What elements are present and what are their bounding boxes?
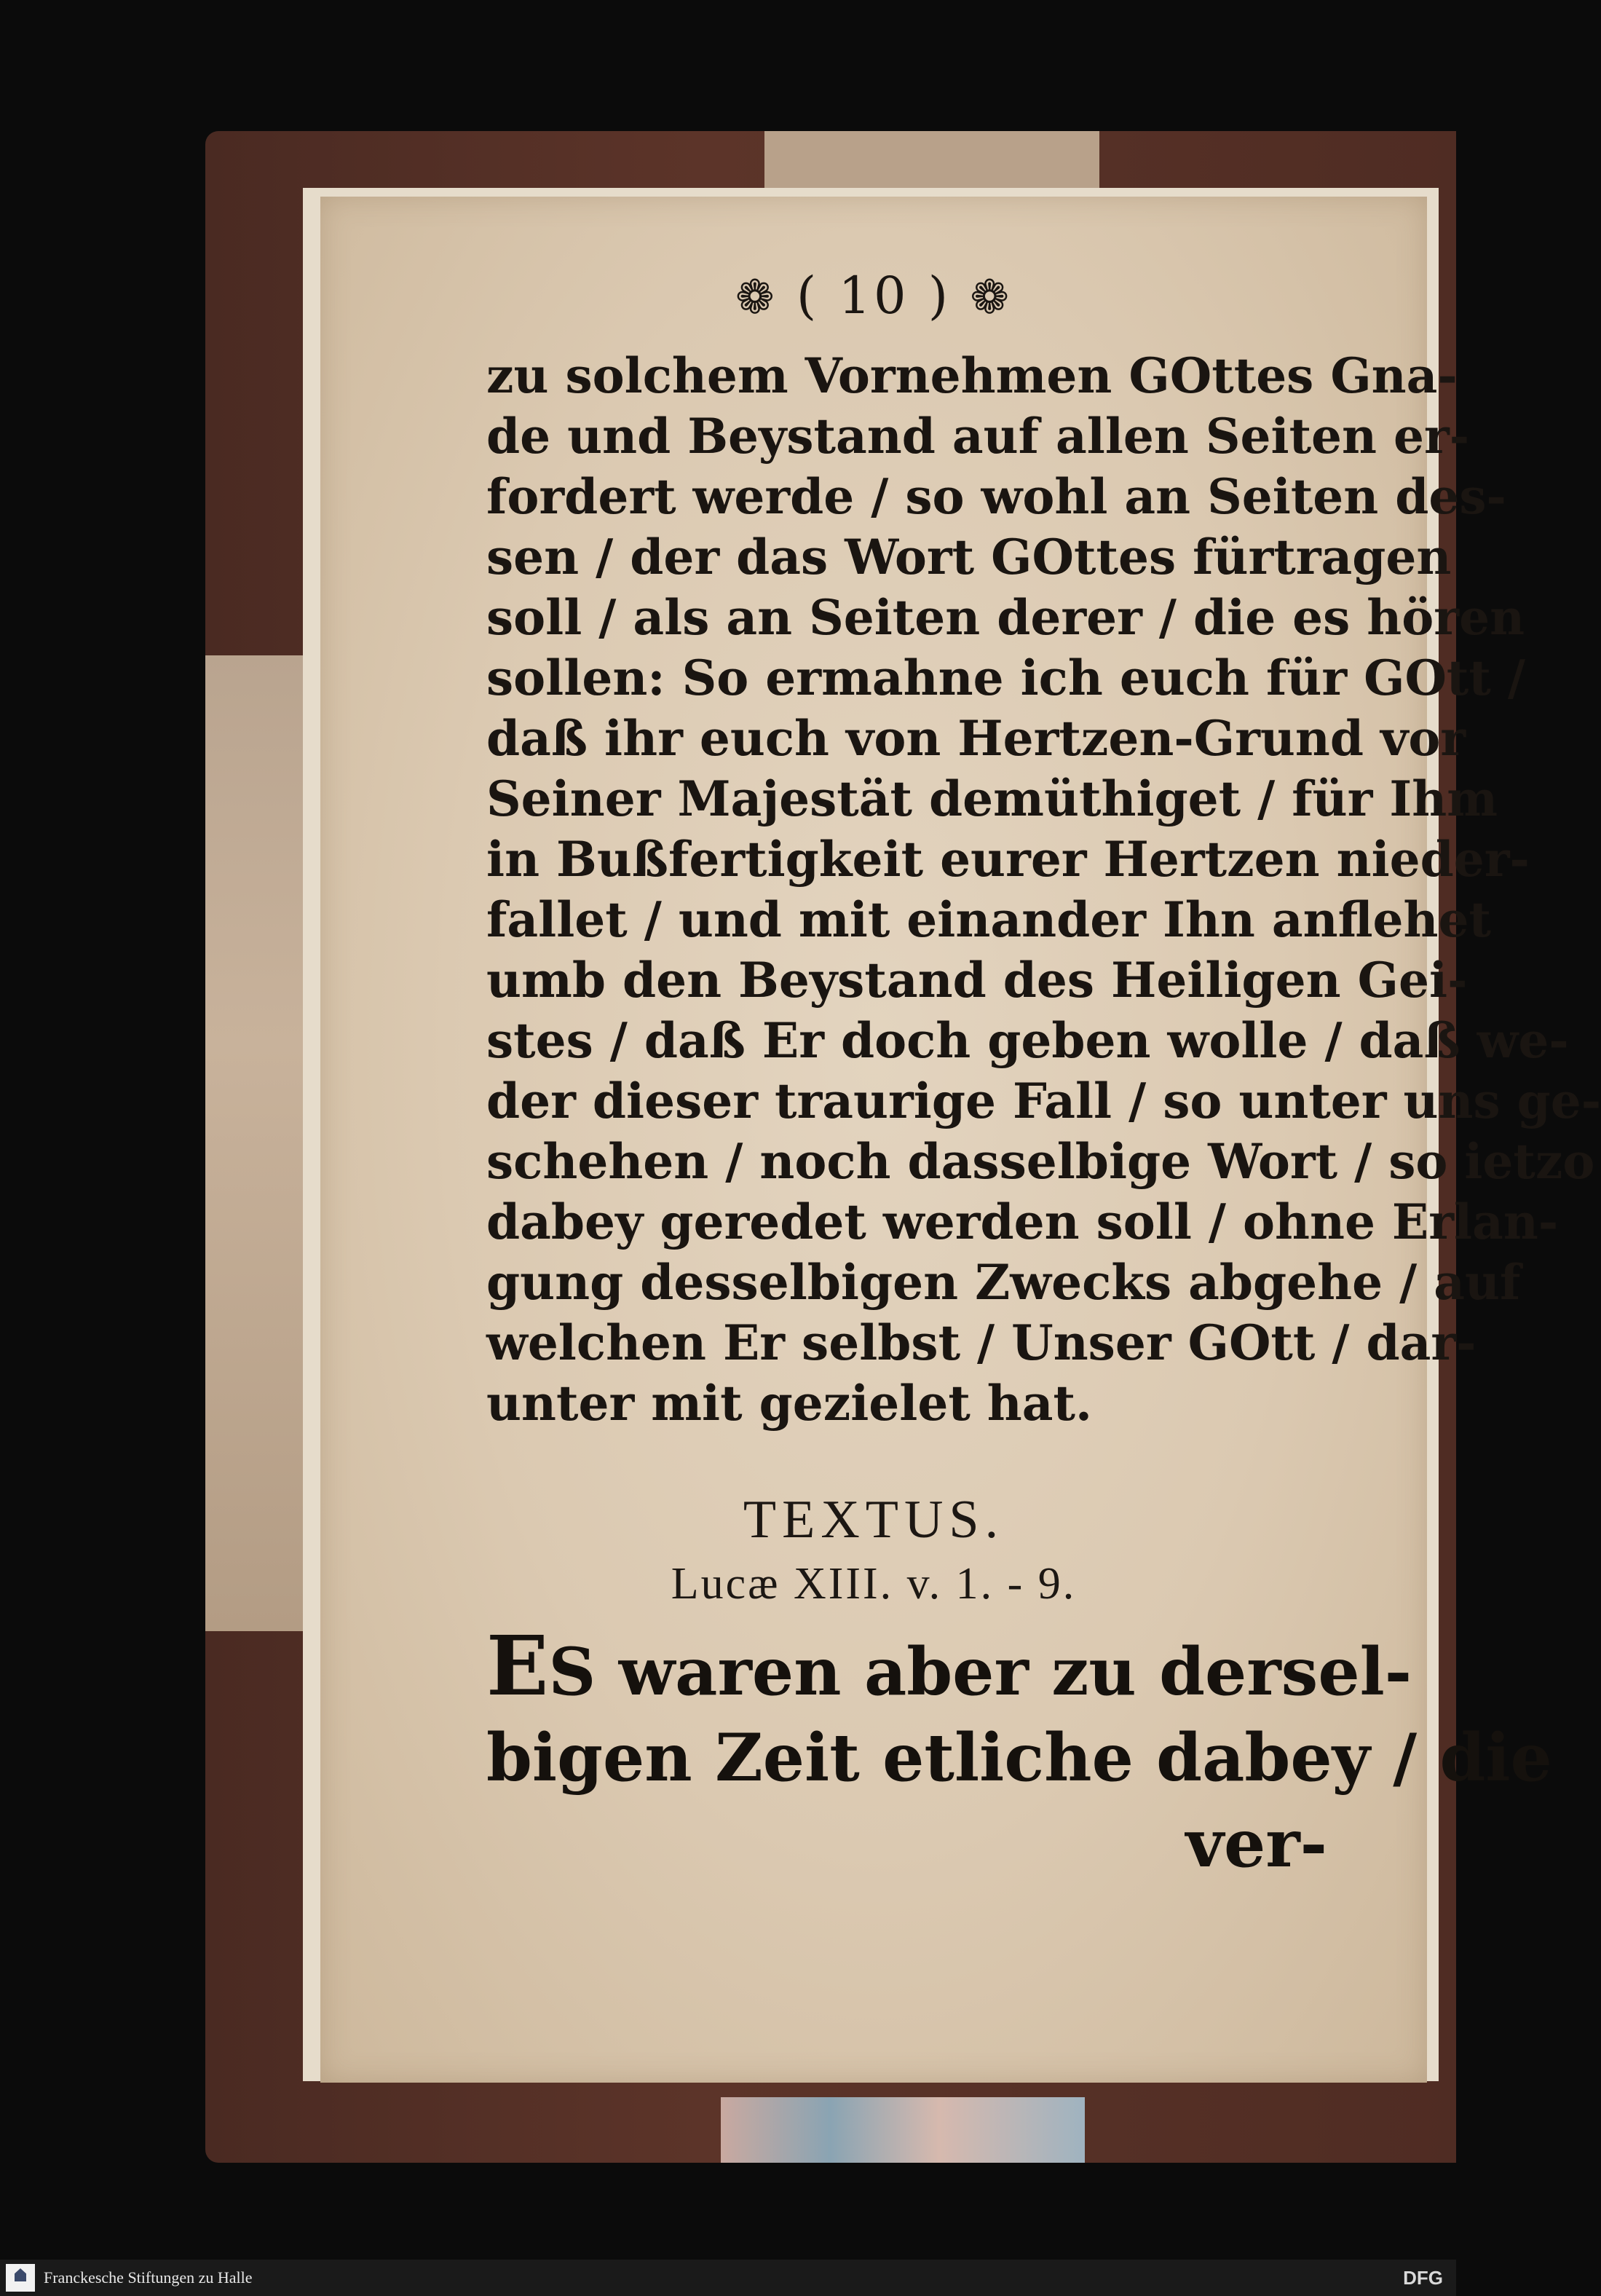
section-title: TEXTUS. (743, 1490, 1005, 1550)
ornament-right-icon: ❁ (970, 271, 1012, 325)
catchword: ver- (1185, 1805, 1327, 1882)
text-line: daß ihr euch von Hertzen-Grund vor (486, 710, 1466, 767)
text-line: welchen Er selbst / Unser GOtt / dar- (486, 1314, 1477, 1371)
marbled-endpaper (721, 2097, 1085, 2163)
text-line: gung desselbigen Zwecks abgehe / auf (486, 1254, 1521, 1311)
dfg-badge: DFG (1403, 2267, 1443, 2289)
text-line: fallet / und mit einander Ihn anflehet (486, 891, 1492, 948)
institution-logo (6, 2264, 35, 2292)
text-line: sollen: So ermahne ich euch für GOtt / (486, 650, 1525, 706)
building-icon (15, 2268, 26, 2281)
text-line: in Bußfertigkeit eurer Hertzen nieder- (486, 831, 1530, 888)
scripture-line-1-text: S waren aber zu dersel- (548, 1633, 1412, 1711)
text-line: schehen / noch dasselbige Wort / so ietzo (486, 1133, 1595, 1190)
text-line: stes / daß Er doch geben wolle / daß we- (486, 1012, 1569, 1069)
body-text (486, 346, 1601, 1434)
text-line: umb den Beystand des Heiligen Gei- (486, 952, 1468, 1009)
footer-bar (0, 2260, 1456, 2296)
text-line: soll / als an Seiten derer / die es hören (486, 589, 1525, 646)
text-line: dabey geredet werden soll / ohne Erlan- (486, 1194, 1559, 1250)
text-line: fordert werde / so wohl an Seiten des- (486, 468, 1506, 525)
scripture-line-1 (486, 1619, 1412, 1715)
ornament-left-icon: ❁ (735, 271, 778, 325)
scripture-line-2: bigen Zeit etliche dabey / die (486, 1719, 1552, 1796)
text-line: zu solchem Vornehmen GOttes Gna- (486, 347, 1458, 404)
text-line: Seiner Majestät demüthiget / für Ihm (486, 770, 1498, 827)
scripture-text (486, 1619, 1552, 1887)
bible-reference: Lucæ XIII. v. 1. - 9. (671, 1559, 1077, 1609)
text-line: sen / der das Wort GOttes fürtragen (486, 529, 1452, 585)
page-header (320, 266, 1427, 326)
text-line: der dieser traurige Fall / so unter uns ge- (486, 1073, 1601, 1129)
cover-strip (205, 655, 315, 1631)
text-line: de und Beystand auf allen Seiten er- (486, 408, 1470, 465)
drop-initial: E (486, 1619, 549, 1714)
text-line: unter mit gezielet hat. (486, 1375, 1092, 1432)
page-number: ( 10 ) (796, 266, 952, 326)
footer-source: Franckesche Stiftungen zu Halle (44, 2268, 253, 2287)
book-page (320, 197, 1601, 2083)
